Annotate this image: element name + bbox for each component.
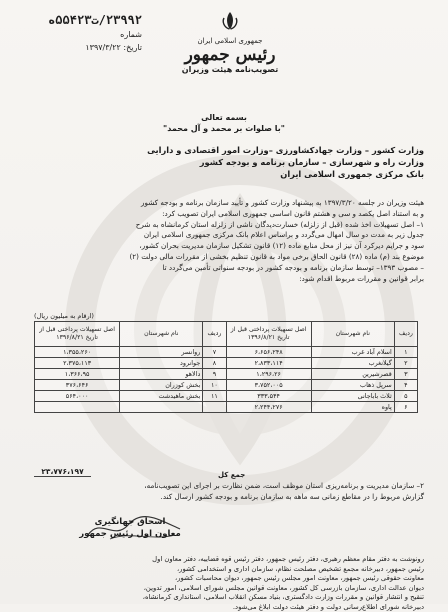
paragraph-reporting [20, 481, 424, 503]
paragraph-line: تنقیح و انتشار قوانین و مقررات وزارت دادگستری، بنیاد مسکن انقلاب اسلامی، استانداری کرمانشاه، [20, 593, 424, 603]
row-num: ۹ [203, 369, 226, 380]
paragraph-line: رونوشت به دفتر مقام معظم رهبری، دفتر رئیس جمهور، دفتر رئیس قوه قضاییه، دفتر معاون اول [20, 555, 424, 565]
paragraph-decision [20, 198, 424, 284]
paragraph-line: ۲– سازمان مدیریت و برنامه‌ریزی استان موظف است، ضمن نظارت بر اجرای این تصویب‌نامه، [20, 481, 424, 492]
table-row [35, 402, 418, 413]
amount: ۱،۲۹۶،۲۶ [226, 369, 311, 380]
paragraph-line: دبیرخانه شورای اطلاع‌رسانی دولت و دفتر هیئت دولت ابلاغ می‌شود. [20, 603, 424, 612]
header-row-num: ردیف [394, 322, 417, 347]
table-row [35, 358, 418, 369]
amount: ۱،۳۶۶،۹۵ [35, 369, 120, 380]
emblem-caption: جمهوری اسلامی ایران [170, 37, 290, 45]
recipients [54, 144, 424, 180]
header-row-num: ردیف [203, 322, 226, 347]
table-row [35, 380, 418, 391]
paragraph-line: ۱– اصل تسهیلات اخذ شده (قبل از زلزله) خسارت‌دیدگان ناشی از زلزله استان کرمانشاه به شرح [20, 220, 424, 231]
amount: ۲،۲۴۴،۲۷۶ [226, 402, 311, 413]
recipient-line: بانک مرکزی جمهوری اسلامی ایران [54, 168, 424, 180]
number-value: ۲۳۹۹۲/ت۵۵۴۲۳ه [48, 13, 142, 27]
amount: ۲،۳۷۵،۱۱۳ [35, 358, 120, 369]
paragraph-line: معاونت حقوقی رئیس جمهور، معاونت امور مجلس رئیس جمهور، دیوان محاسبات کشور، [20, 574, 424, 584]
signatory-title: معاون اول رئیس جمهور [70, 528, 190, 540]
header-county: نام شهرستان [120, 322, 203, 347]
header-amount: اصل تسهیلات پرداختی قبل از تاریخ ۱۳۹۶/۸/۲۱ [226, 322, 311, 347]
amount: ۲،۸۳۳،۱۱۴ [226, 358, 311, 369]
basmala-line1: بسمه تعالی [124, 112, 324, 123]
table-row [35, 391, 418, 402]
letterhead-title: رئیس جمهور [170, 45, 290, 65]
county-name: قصرشیرین [311, 369, 394, 380]
row-num: ۱۱ [203, 391, 226, 402]
row-num: ۱ [394, 347, 417, 358]
sum-label: جمع کل [218, 471, 245, 479]
county-name: جوانرود [120, 358, 203, 369]
county-name: اسلام آباد غرب [311, 347, 394, 358]
county-name: دالاهو [120, 369, 203, 380]
paragraph-line: سود و جرایم دیرکرد آن نیز از محل منابع ماده (۱۲) قانون تشکیل سازمان مدیریت بحران کشور، [20, 241, 424, 252]
letter-meta: ۲۳۹۹۲/ت۵۵۴۲۳ه شماره تاریخ: ۱۳۹۷/۳/۲۲ [22, 14, 142, 54]
row-num: ۶ [394, 402, 417, 413]
row-num: ۷ [203, 347, 226, 358]
county-name: بخش ماهیدشت [120, 391, 203, 402]
paragraph-line: رئیس جمهور، دبیرخانه مجمع تشخیص مصلحت نظام، سازمان اداری و استخدامی کشور، [20, 565, 424, 575]
row-num: ۸ [203, 358, 226, 369]
signatory-name: اسحاق جهانگیری [70, 516, 190, 528]
signature-block [70, 516, 190, 540]
table-caption: (ارقام به میلیون ریال) [34, 312, 94, 320]
header-amount: اصل تسهیلات پرداختی قبل از تاریخ ۱۳۹۶/۸/۲۱ [35, 322, 120, 347]
county-name: روانسر [120, 347, 203, 358]
paragraph-line: برابر قوانین و مقررات مربوط اقدام شود: [20, 274, 424, 285]
county-name: سرپل ذهاب [311, 380, 394, 391]
county-name: پاوه [311, 402, 394, 413]
row-num: ۱۰ [203, 380, 226, 391]
amount: ۳۳۳،۵۴۴ [226, 391, 311, 402]
date-value: ۱۳۹۷/۳/۲۲ [85, 43, 120, 52]
row-num: ۴ [394, 380, 417, 391]
amount: ۱،۳۵۵،۲۶۰ [35, 347, 120, 358]
paragraph-line: – مصوب ۱۳۹۳– توسط سازمان برنامه و بودجه کشور در بودجه سنواتی تأمین می‌گردد تا [20, 263, 424, 274]
county-name: ثلاث باباجانی [311, 391, 394, 402]
amount: ۵۶۴،۰۰۰ [35, 391, 120, 402]
recipient-line: وزارت کشور – وزارت جهادکشاورزی –وزارت امور اقتصادی و دارایی [54, 144, 424, 156]
basmala [124, 112, 324, 134]
grand-total: ۲۳،۷۷۶،۱۹۷ [34, 467, 91, 477]
letterhead [170, 10, 290, 74]
paragraph-copies [20, 555, 424, 612]
paragraph-line: جدول زیر به مدت دو سال امهال می‌گردد و براساس اعلام بانک مرکزی جمهوری اسلامی ایران [20, 230, 424, 241]
paragraph-line: دیوان عدالت اداری، سازمان بازرسی کل کشور، معاونت قوانین مجلس شورای اسلامی، امور تدوین، [20, 584, 424, 594]
number-label: شماره [120, 30, 142, 39]
row-num: ۲ [394, 358, 417, 369]
letterhead-subtitle: تصویب‌نامه هیئت وزیران [170, 65, 290, 74]
table-header-row [35, 322, 418, 347]
recipient-line: وزارت راه و شهرسازی – سازمان برنامه و بودجه کشور [54, 156, 424, 168]
row-num: ۵ [394, 391, 417, 402]
county-name: بخش کوزران [120, 380, 203, 391]
paragraph-line: گزارش مربوط را در مقاطع زمانی سه ماهه به سازمان برنامه و بودجه کشور ارسال کند. [20, 492, 424, 503]
amount: ۳۷۶،۶۴۶ [35, 380, 120, 391]
table-row [35, 347, 418, 358]
paragraph-line: و به استناد اصل یکصد و سی و هشتم قانون اساسی جمهوری اسلامی ایران تصویب کرد: [20, 209, 424, 220]
paragraph-line: هیئت وزیران در جلسه ۱۳۹۷/۳/۲۰ به پیشنهاد وزارت کشور و تأیید سازمان برنامه و بودجه کشور [20, 198, 424, 209]
table-row [35, 369, 418, 380]
county-name: گیلانغرب [311, 358, 394, 369]
loans-table [34, 321, 418, 413]
paragraph-line: موضوع بند (م) ماده (۲۸) قانون الحاق برخی مواد به قانون تنظیم بخشی از مقررات مالی دولت (۲) [20, 252, 424, 263]
header-county: نام شهرستان [311, 322, 394, 347]
basmala-line2: "با صلوات بر محمد و آل محمد" [124, 123, 324, 134]
amount: ۶،۶۵۶،۲۴۸ [226, 347, 311, 358]
iran-emblem-icon [219, 10, 241, 32]
row-num: ۳ [394, 369, 417, 380]
date-label: تاریخ [126, 43, 142, 52]
amount: ۳،۷۵۲،۰۰۵ [226, 380, 311, 391]
